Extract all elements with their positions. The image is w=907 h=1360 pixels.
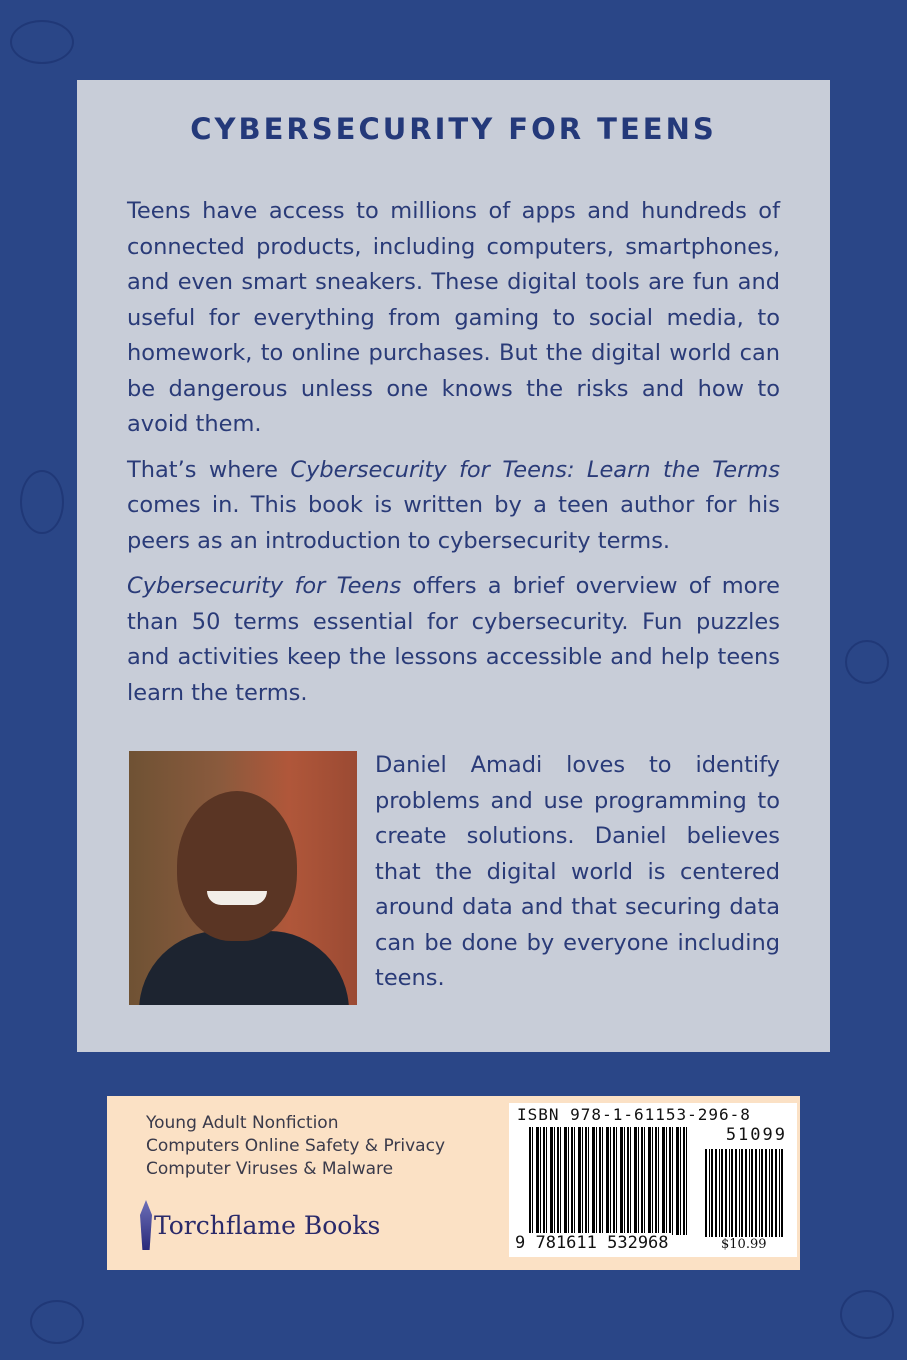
author-photo	[129, 751, 357, 1005]
background-doodle	[840, 1290, 894, 1339]
author-bio: Daniel Amadi loves to identify problems and use programming to create solutions. Daniel believes that the digital world is centered around data and that securing data can be done by everyone including teens.	[375, 752, 780, 991]
background-doodle	[10, 20, 74, 64]
text: That’s where	[127, 456, 291, 483]
addon-code: 51099	[725, 1125, 787, 1145]
description	[127, 194, 780, 721]
paragraph-2	[127, 453, 780, 560]
book-title: CYBERSECURITY FOR TEENS	[190, 112, 717, 146]
barcode	[509, 1103, 797, 1257]
category: Young Adult Nonfiction	[146, 1113, 339, 1133]
background-doodle	[20, 470, 64, 534]
torch-flame-icon	[140, 1200, 152, 1250]
categories	[146, 1112, 445, 1181]
category: Computers Online Safety & Privacy	[146, 1136, 446, 1156]
paragraph-1: Teens have access to millions of apps and hundreds of connected products, including computers, smartphones, and even smart sneakers. These digital tools are fun and useful for everything from gaming to social media, to homework, to online purchases. But the digital world can be dangerous unless one knows the risks and how to avoid them.	[127, 198, 780, 437]
text: comes in. This book is written by a teen author for his peers as an introduction to cybersecurity terms.	[127, 492, 780, 554]
background-doodle	[845, 640, 889, 684]
publisher-name: Torchflame Books	[154, 1210, 381, 1240]
photo-face	[177, 791, 297, 941]
barcode-bars	[529, 1127, 687, 1235]
ean-number: 9 781611 532968	[515, 1233, 669, 1253]
price: $10.99	[721, 1237, 767, 1252]
addon-bars	[705, 1149, 785, 1237]
paragraph-3	[127, 569, 780, 711]
photo-shirt	[139, 931, 349, 1005]
background-doodle	[30, 1300, 84, 1344]
text: offers a brief overview of more than 50 terms essential for cybersecurity. Fun puzzles and activities keep the lessons accessible and help teens learn the terms.	[127, 573, 780, 706]
book-title-italic: Cybersecurity for Teens: Learn the Terms	[290, 456, 780, 483]
book-title-italic: Cybersecurity for Teens	[127, 573, 402, 599]
isbn-text: ISBN 978-1-61153-296-8	[517, 1105, 751, 1124]
photo-smile	[207, 891, 267, 905]
publisher-logo	[140, 1200, 380, 1250]
category: Computer Viruses & Malware	[146, 1159, 394, 1179]
